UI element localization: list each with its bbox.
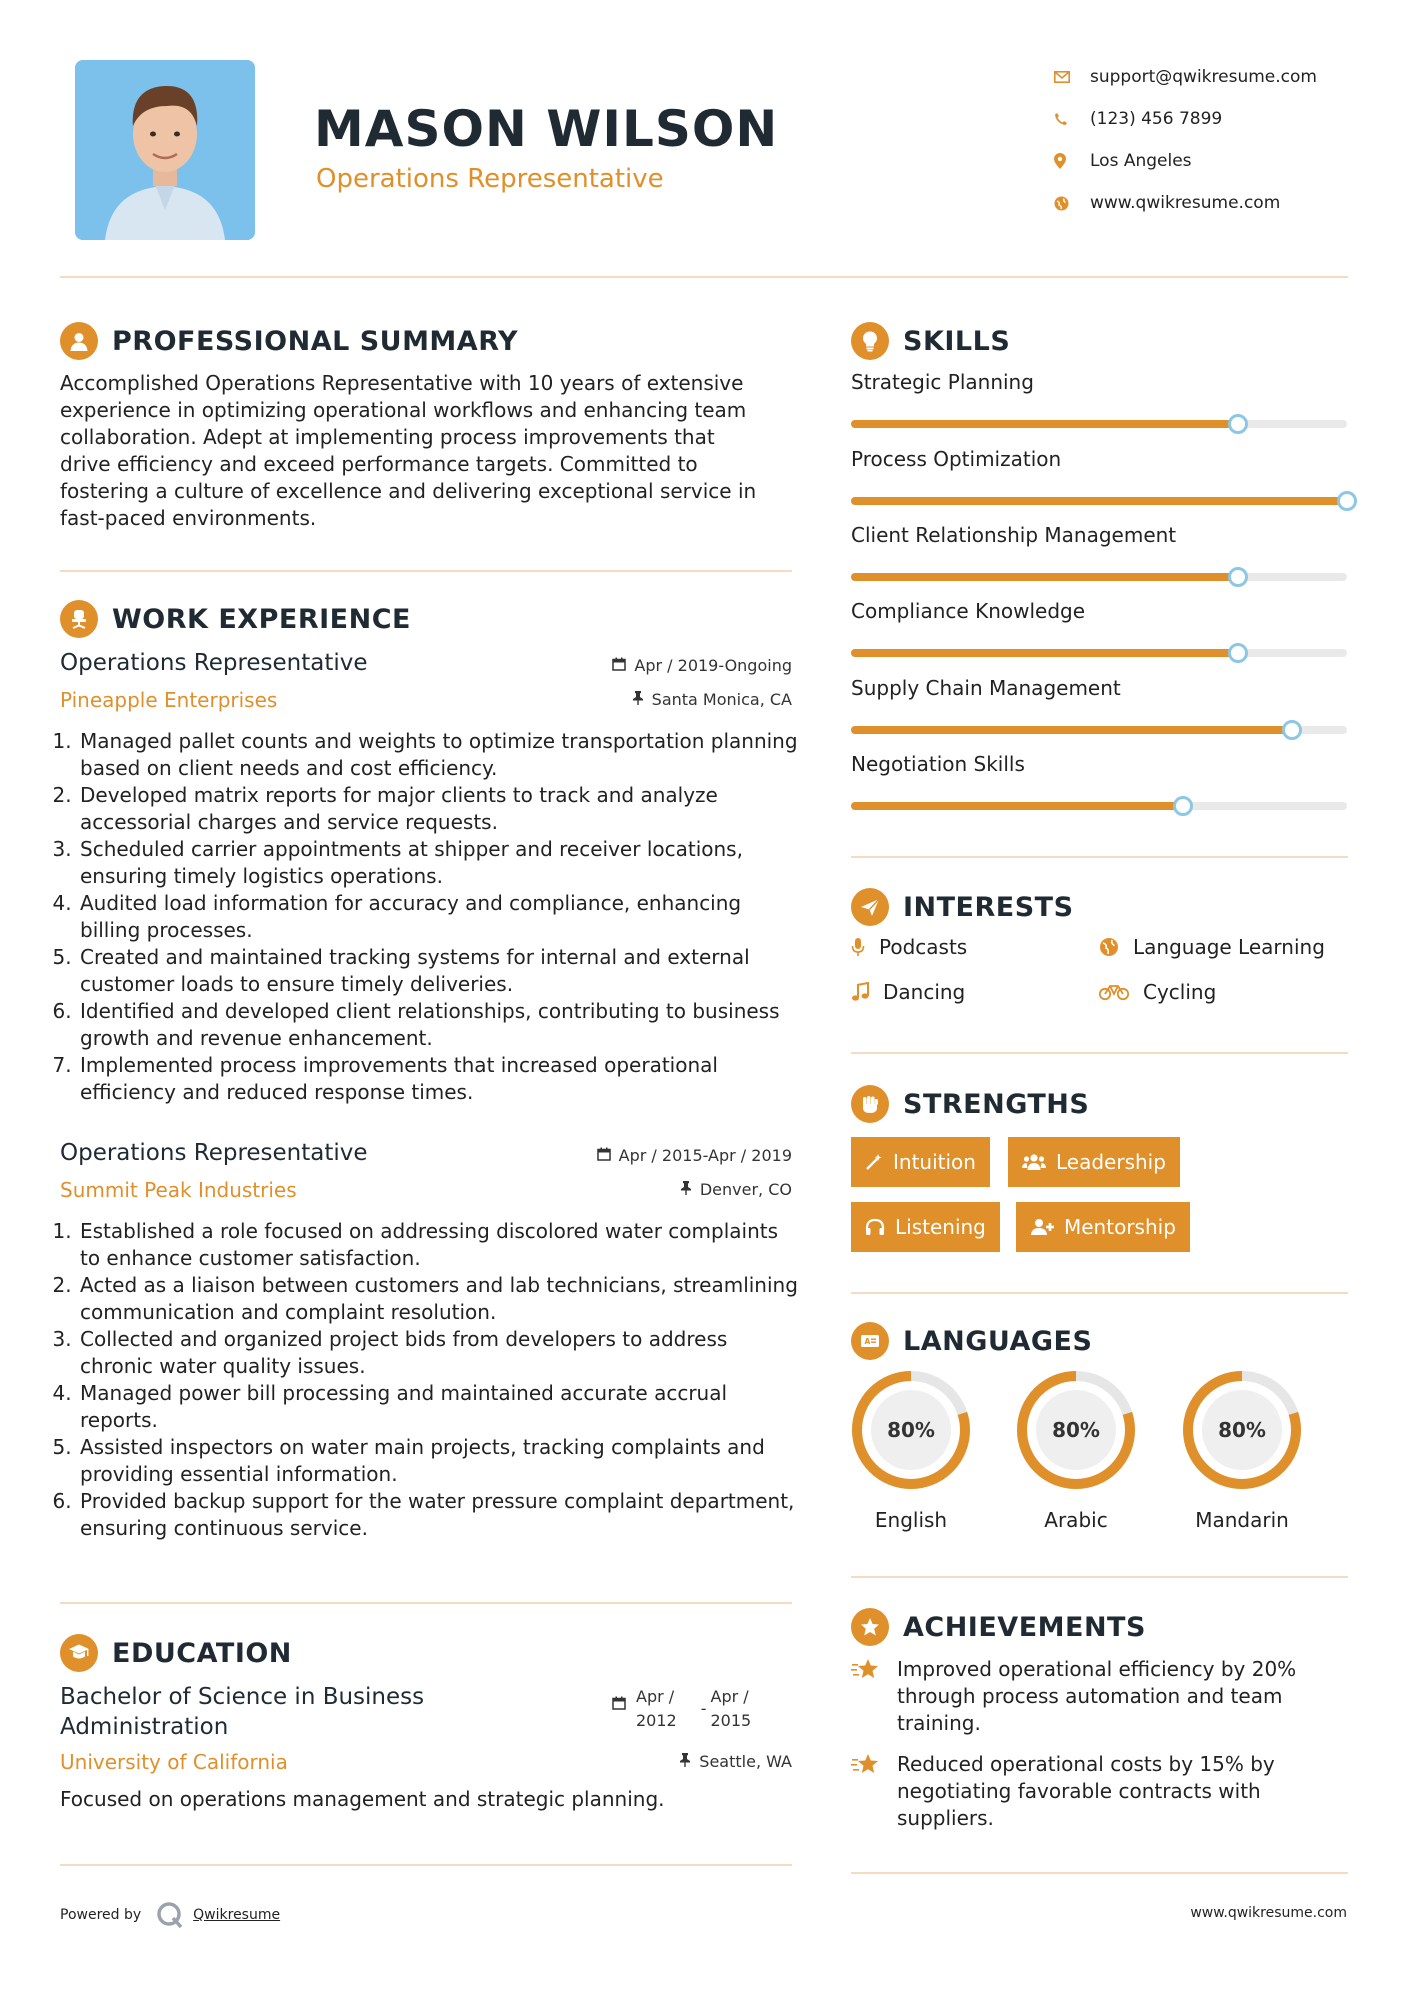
skills-divider xyxy=(851,856,1348,858)
achievement-line: negotiating favorable contracts with xyxy=(897,1779,1261,1803)
duty-item: 3. Scheduled carrier appointments at shipper and receiver locations, ensuring timely logistics operations. xyxy=(78,836,800,890)
phone-icon xyxy=(1054,112,1090,126)
duty-item: 7. Implemented process improvements that increased operational efficiency and reduced response times. xyxy=(78,1052,800,1106)
duty-item: 2. Acted as a liaison between customers and lab technicians, streamlining communication and complaint resolution. xyxy=(78,1272,800,1326)
duty-item: 6. Provided backup support for the water pressure complaint department, ensuring continuous service. xyxy=(78,1488,800,1542)
school-name: University of California xyxy=(60,1750,288,1774)
achievement-line: suppliers. xyxy=(897,1806,994,1830)
end-year: 2015 xyxy=(710,1711,752,1730)
job-title: Operations Representative xyxy=(60,650,368,676)
language-ring xyxy=(1180,1368,1304,1492)
skill-knob xyxy=(1173,796,1193,816)
summary-divider xyxy=(60,570,792,572)
interests-heading xyxy=(851,888,1074,926)
skill-track xyxy=(851,802,1347,810)
job-dates xyxy=(500,1146,792,1165)
language-item xyxy=(849,1368,973,1532)
skill-name: Compliance Knowledge xyxy=(851,599,1086,623)
language-percent: 80% xyxy=(887,1418,935,1442)
language-item xyxy=(1014,1368,1138,1532)
skill-name: Supply Chain Management xyxy=(851,676,1121,700)
duty-item: 1. Managed pallet counts and weights to optimize transportation planning based on client needs and cost efficiency. xyxy=(78,728,800,782)
contact-phone[interactable] xyxy=(1054,98,1317,140)
skill-fill xyxy=(851,802,1183,810)
skill-track xyxy=(851,726,1347,734)
interest-item xyxy=(851,935,967,959)
language-item xyxy=(1180,1368,1304,1532)
skill-item xyxy=(851,370,1347,428)
globe-icon xyxy=(1054,196,1090,211)
qwikresume-logo-icon xyxy=(155,1900,185,1930)
users-icon xyxy=(1022,1153,1046,1171)
pushpin-icon xyxy=(680,1180,700,1199)
skill-fill xyxy=(851,497,1347,505)
skill-knob xyxy=(1228,414,1248,434)
paper-plane-icon xyxy=(851,888,889,926)
skill-fill xyxy=(851,726,1292,734)
language-card-icon xyxy=(851,1322,889,1360)
education-title: EDUCATION xyxy=(112,1637,292,1669)
achievements-divider xyxy=(851,1872,1348,1874)
summary-line: experience in optimizing operational workflows and enhancing team xyxy=(60,398,747,422)
strength-badge xyxy=(1008,1137,1180,1187)
user-plus-icon xyxy=(1030,1218,1054,1236)
skill-knob xyxy=(1337,491,1357,511)
strengths-title: STRENGTHS xyxy=(903,1088,1090,1120)
interest-label: Podcasts xyxy=(879,935,968,959)
summary-heading xyxy=(60,322,518,360)
achievement-text xyxy=(897,1656,1327,1737)
powered-by-text: Powered by xyxy=(60,1907,142,1923)
star-icon xyxy=(851,1656,897,1737)
skill-fill xyxy=(851,573,1238,581)
summary-line: fostering a culture of excellence and delivering exceptional service in xyxy=(60,479,757,503)
skill-track xyxy=(851,420,1347,428)
location-text: Los Angeles xyxy=(1090,151,1192,171)
website-text: www.qwikresume.com xyxy=(1090,193,1281,213)
summary-line: fast-paced environments. xyxy=(60,506,317,530)
lightbulb-icon xyxy=(851,322,889,360)
duty-item: 4. Managed power bill processing and maintained accurate accrual reports. xyxy=(78,1380,800,1434)
profile-photo xyxy=(75,60,255,240)
language-percent: 80% xyxy=(1218,1418,1266,1442)
achievement-line: Reduced operational costs by 15% by xyxy=(897,1752,1275,1776)
achievement-line: training. xyxy=(897,1711,981,1735)
footer-website[interactable]: www.qwikresume.com xyxy=(1190,1905,1347,1921)
pushpin-icon xyxy=(632,690,652,709)
interest-item xyxy=(1099,980,1216,1004)
summary-title: PROFESSIONAL SUMMARY xyxy=(112,325,519,357)
strength-badge xyxy=(851,1137,990,1187)
interests-title: INTERESTS xyxy=(903,891,1074,923)
languages-divider xyxy=(851,1576,1348,1578)
graduation-icon xyxy=(60,1634,98,1672)
magic-wand-icon xyxy=(865,1153,883,1171)
strength-label: Leadership xyxy=(1056,1150,1166,1174)
achievements-title: ACHIEVEMENTS xyxy=(903,1611,1146,1643)
education-location-text: Seattle, WA xyxy=(699,1752,792,1771)
start-month: Apr / xyxy=(636,1687,675,1706)
work-divider xyxy=(60,1602,792,1604)
skill-fill xyxy=(851,649,1238,657)
skills-heading xyxy=(851,322,1010,360)
education-heading xyxy=(60,1634,292,1672)
job-location-text: Denver, CO xyxy=(699,1180,792,1199)
footer-powered xyxy=(60,1900,280,1930)
interests-divider xyxy=(851,1052,1348,1054)
summary-line: collaboration. Adept at implementing process improvements that xyxy=(60,425,715,449)
summary-line: drive efficiency and exceed performance targets. Committed to xyxy=(60,452,698,476)
header-divider xyxy=(60,276,1348,278)
skill-item xyxy=(851,752,1347,810)
contact-block xyxy=(1054,56,1317,224)
skill-fill xyxy=(851,420,1238,428)
education-location xyxy=(500,1752,792,1771)
calendar-icon xyxy=(597,1146,619,1165)
fist-icon xyxy=(851,1085,889,1123)
skill-name: Process Optimization xyxy=(851,447,1062,471)
strength-label: Mentorship xyxy=(1064,1215,1176,1239)
achievement-item xyxy=(851,1656,1327,1737)
job-duties xyxy=(60,728,800,1106)
map-pin-icon xyxy=(1054,153,1090,169)
strengths-divider xyxy=(851,1292,1348,1294)
job-location xyxy=(500,690,792,709)
globe-icon xyxy=(1099,937,1119,957)
degree-line: Bachelor of Science in Business xyxy=(60,1684,425,1710)
skill-item xyxy=(851,676,1347,734)
duty-item: 4. Audited load information for accuracy and compliance, enhancing billing processes. xyxy=(78,890,800,944)
candidate-role: Operations Representative xyxy=(316,164,664,194)
job-dates-text: Apr / 2019-Ongoing xyxy=(634,656,792,675)
strengths-heading xyxy=(851,1085,1089,1123)
interest-label: Cycling xyxy=(1143,980,1217,1004)
skill-name: Negotiation Skills xyxy=(851,752,1025,776)
star-icon xyxy=(851,1751,897,1832)
user-icon xyxy=(60,322,98,360)
achievement-line: Improved operational efficiency by 20% xyxy=(897,1657,1297,1681)
job-company: Summit Peak Industries xyxy=(60,1178,297,1202)
strength-badge xyxy=(1016,1202,1190,1252)
job-dates xyxy=(500,656,792,675)
candidate-name: MASON WILSON xyxy=(314,100,779,158)
contact-email[interactable] xyxy=(1054,56,1317,98)
end-month: Apr / xyxy=(710,1687,749,1706)
achievement-item xyxy=(851,1751,1327,1832)
pushpin-icon xyxy=(679,1752,699,1771)
job-location xyxy=(500,1180,792,1199)
work-title: WORK EXPERIENCE xyxy=(112,603,411,635)
duty-item: 6. Identified and developed client relationships, contributing to business growth and revenue enhancement. xyxy=(78,998,800,1052)
language-name: Arabic xyxy=(1044,1508,1108,1532)
duty-item: 3. Collected and organized project bids from developers to address chronic water quality issues. xyxy=(78,1326,800,1380)
work-heading xyxy=(60,600,411,638)
contact-location xyxy=(1054,140,1317,182)
interest-label: Language Learning xyxy=(1133,935,1325,959)
job-company: Pineapple Enterprises xyxy=(60,688,278,712)
skill-knob xyxy=(1282,720,1302,740)
languages-title: LANGUAGES xyxy=(903,1325,1093,1357)
duty-item: 5. Created and maintained tracking systems for internal and external customer loads to ensure timely deliveries. xyxy=(78,944,800,998)
degree-name xyxy=(60,1682,424,1742)
achievement-line: through process automation and team xyxy=(897,1684,1283,1708)
start-year: 2012 xyxy=(636,1711,677,1730)
strength-badge xyxy=(851,1202,1000,1252)
education-divider xyxy=(60,1864,792,1866)
job-location-text: Santa Monica, CA xyxy=(651,690,792,709)
skill-track xyxy=(851,573,1347,581)
strength-label: Intuition xyxy=(893,1150,976,1174)
achievement-text xyxy=(897,1751,1327,1832)
job-duties xyxy=(60,1218,800,1542)
summary-line: Accomplished Operations Representative with 10 years of extensive xyxy=(60,371,744,395)
headphones-icon xyxy=(865,1218,885,1236)
duty-item: 5. Assisted inspectors on water main projects, tracking complaints and providing essential information. xyxy=(78,1434,800,1488)
email-text: support@qwikresume.com xyxy=(1090,67,1317,87)
star-badge-icon xyxy=(851,1608,889,1646)
skill-name: Strategic Planning xyxy=(851,370,1034,394)
interest-item xyxy=(1099,935,1325,959)
achievements-heading xyxy=(851,1608,1146,1646)
music-note-icon xyxy=(851,982,869,1002)
languages-heading xyxy=(851,1322,1092,1360)
interest-item xyxy=(851,980,965,1004)
duty-item: 2. Developed matrix reports for major clients to track and analyze accessorial charges and service requests. xyxy=(78,782,800,836)
skill-knob xyxy=(1228,567,1248,587)
education-dates xyxy=(612,1685,751,1733)
microphone-icon xyxy=(851,937,865,957)
skill-knob xyxy=(1228,643,1248,663)
skill-item xyxy=(851,599,1347,657)
skill-track xyxy=(851,649,1347,657)
date-separator: - xyxy=(700,1699,707,1718)
skill-name: Client Relationship Management xyxy=(851,523,1177,547)
qwikresume-link[interactable]: Qwikresume xyxy=(193,1907,281,1923)
language-percent: 80% xyxy=(1052,1418,1100,1442)
calendar-icon xyxy=(612,656,634,675)
language-ring xyxy=(849,1368,973,1492)
job-dates-text: Apr / 2015-Apr / 2019 xyxy=(618,1146,792,1165)
strength-label: Listening xyxy=(895,1215,986,1239)
job-title: Operations Representative xyxy=(60,1140,368,1166)
phone-text: (123) 456 7899 xyxy=(1090,109,1223,129)
svg-text:A: A xyxy=(864,1337,871,1347)
duty-item: 1. Established a role focused on addressing discolored water complaints to enhance customer satisfaction. xyxy=(78,1218,800,1272)
summary-text xyxy=(60,370,800,532)
language-name: English xyxy=(874,1508,948,1532)
language-ring xyxy=(1014,1368,1138,1492)
interest-label: Dancing xyxy=(883,980,966,1004)
skill-item xyxy=(851,447,1347,505)
language-name: Mandarin xyxy=(1195,1508,1289,1532)
skill-track xyxy=(851,497,1347,505)
education-description: Focused on operations management and strategic planning. xyxy=(60,1787,665,1811)
skill-item xyxy=(851,523,1347,581)
contact-website[interactable] xyxy=(1054,182,1317,224)
bicycle-icon xyxy=(1099,983,1129,1001)
briefcase-chair-icon xyxy=(60,600,98,638)
calendar-icon xyxy=(612,1695,626,1714)
degree-line: Administration xyxy=(60,1714,229,1740)
skills-title: SKILLS xyxy=(903,325,1011,357)
envelope-icon xyxy=(1054,71,1090,83)
